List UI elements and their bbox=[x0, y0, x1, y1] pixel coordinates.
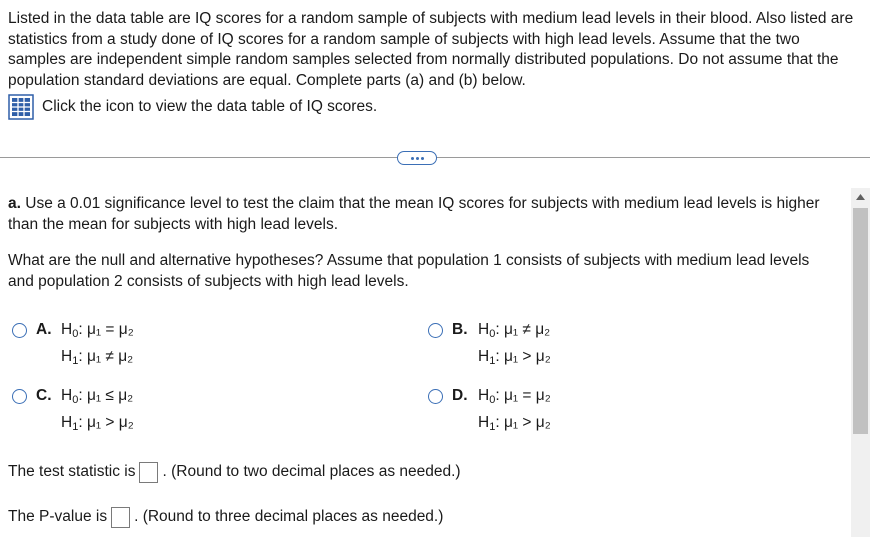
option-c-radio[interactable] bbox=[12, 389, 27, 404]
problem-intro: Listed in the data table are IQ scores for a random sample of subjects with medium lead levels in their blood. Also listed are statistics from a study done of IQ scores for a random sample of subjects with high lead levels. Assume that the two samples are independent simple random samples selected from normally distributed populations. Do not assume that the population standard deviations are equal. Complete parts (a) and (b) below. bbox=[8, 10, 854, 89]
p-value-row bbox=[8, 505, 443, 529]
test-statistic-label: The test statistic is bbox=[8, 463, 136, 480]
option-d-letter: D. bbox=[452, 387, 468, 404]
p-value-input[interactable] bbox=[111, 507, 130, 528]
option-d-radio[interactable] bbox=[428, 389, 443, 404]
chevron-up-icon[interactable] bbox=[851, 191, 870, 203]
option-b-letter: B. bbox=[452, 321, 468, 338]
table-grid-icon[interactable] bbox=[8, 94, 34, 120]
option-a-letter: A. bbox=[36, 321, 52, 338]
option-c-h0: $H_0$: μ₁ ≤ μ₂ bbox=[61, 387, 134, 406]
p-value-label: The P-value is bbox=[8, 508, 108, 525]
option-a-radio[interactable] bbox=[12, 323, 27, 338]
hypotheses-question: What are the null and alternative hypotheses? Assume that population 1 consists of subjects with medium lead levels and population 2 consists of subjects with high lead levels. bbox=[8, 252, 810, 290]
part-a-prompt bbox=[8, 194, 838, 235]
test-statistic-input[interactable] bbox=[139, 462, 158, 483]
option-a-h0: $H_0$: μ₁ = μ₂ bbox=[61, 321, 134, 340]
option-a-h1: $H_1$: μ₁ ≠ μ₂ bbox=[61, 348, 134, 367]
option-b-h0: $H_0$: μ₁ ≠ μ₂ bbox=[478, 321, 551, 340]
option-b-radio[interactable] bbox=[428, 323, 443, 338]
option-c-letter: C. bbox=[36, 387, 52, 404]
option-d-h1: $H_1$: μ₁ > μ₂ bbox=[478, 414, 551, 433]
p-value-hint: . (Round to three decimal places as needed.) bbox=[134, 508, 444, 525]
ellipsis-icon[interactable] bbox=[397, 151, 437, 165]
test-statistic-row bbox=[8, 460, 461, 484]
option-c-h1: $H_1$: μ₁ > μ₂ bbox=[61, 414, 134, 433]
option-d-h0: $H_0$: μ₁ = μ₂ bbox=[478, 387, 551, 406]
option-b-h1: $H_1$: μ₁ > μ₂ bbox=[478, 348, 551, 367]
part-a-text: Use a 0.01 significance level to test the claim that the mean IQ scores for subjects with medium lead levels is higher than the mean for subjects with high lead levels. bbox=[8, 195, 820, 233]
data-table-link[interactable] bbox=[8, 94, 377, 120]
vertical-scrollbar[interactable] bbox=[851, 188, 870, 537]
part-a-label: a. bbox=[8, 195, 21, 212]
data-table-link-label[interactable]: Click the icon to view the data table of IQ scores. bbox=[42, 98, 378, 115]
scrollbar-thumb[interactable] bbox=[853, 208, 868, 434]
test-statistic-hint: . (Round to two decimal places as needed.) bbox=[162, 463, 461, 480]
